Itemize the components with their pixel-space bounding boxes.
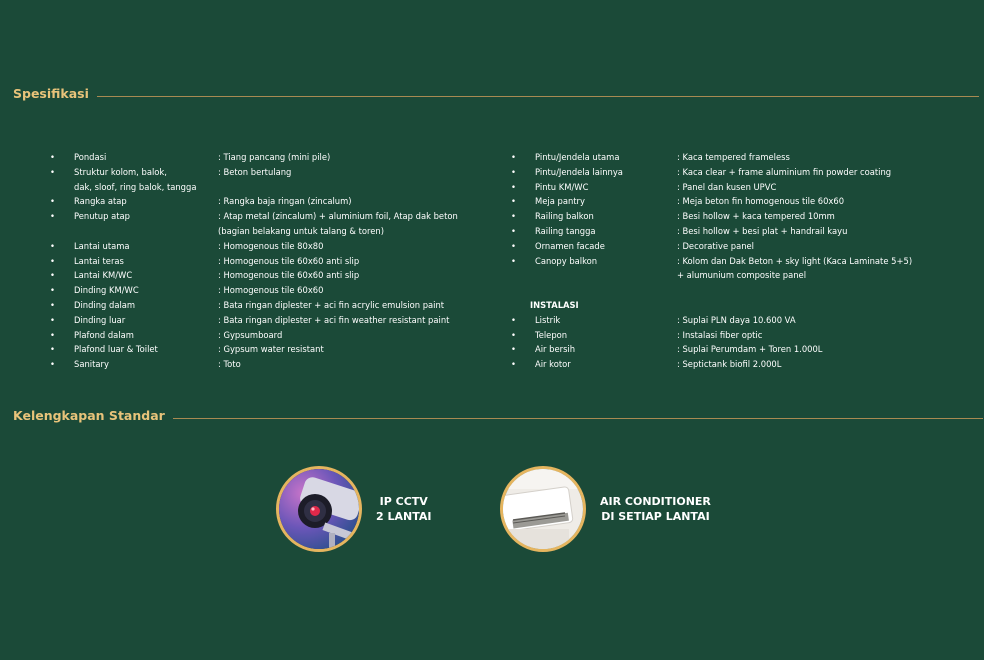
spec-value: : Gypsumboard: [218, 329, 283, 340]
spec-row: • Pondasi : Tiang pancang (mini pile): [50, 150, 458, 165]
spec-value: : Decorative panel: [677, 240, 755, 251]
spec-value: : Besi hollow + besi plat + handrail kayu: [677, 225, 848, 236]
spec-label: Listrik: [535, 314, 561, 325]
spec-row: • Dinding KM/WC : Homogenous tile 60x60: [50, 283, 458, 298]
spec-row: • Sanitary : Toto: [50, 357, 458, 372]
spec-value: : Homogenous tile 60x60 anti slip: [218, 270, 360, 281]
spesifikasi-header: [13, 86, 979, 101]
spec-value: : Bata ringan diplester + aci fin weather resistant paint: [218, 314, 450, 325]
spec-label: Plafond dalam: [74, 329, 134, 340]
spec-label: Pondasi: [74, 152, 107, 162]
spec-row: • Plafond dalam : Gypsumboard: [50, 328, 458, 343]
spec-row: • Air kotor : Septictank biofil 2.000L: [511, 357, 912, 372]
spec-value: : Suplai Perumdam + Toren 1.000L: [677, 344, 823, 355]
kelengkapan-title: Kelengkapan Standar: [13, 408, 165, 423]
spec-value: : Kaca clear + frame aluminium fin powder coating: [677, 166, 892, 177]
spec-value: : Homogenous tile 80x80: [218, 240, 324, 251]
spec-row: • Plafond luar & Toilet : Gypsum water resistant: [50, 342, 458, 357]
spec-label: Air kotor: [535, 359, 571, 370]
spec-label: Pintu/Jendela utama: [535, 152, 620, 162]
spec-row: • Canopy balkon : Kolom dan Dak Beton + sky light (Kaca Laminate 5+5) + alumunium composite panel: [511, 254, 912, 284]
kelengkapan-header: [13, 408, 983, 423]
spec-row: • Railing balkon : Besi hollow + kaca tempered 10mm: [511, 209, 912, 224]
spec-value: : Septictank biofil 2.000L: [677, 359, 782, 370]
spec-value: : Homogenous tile 60x60 anti slip: [218, 255, 360, 266]
spec-label: Railing balkon: [535, 211, 594, 222]
spec-list-right: [511, 150, 912, 372]
spec-label: Pintu/Jendela lainnya: [535, 166, 623, 177]
spec-label: Dinding KM/WC: [74, 285, 139, 296]
spec-row: • Rangka atap : Rangka baja ringan (zincalum): [50, 194, 458, 209]
spec-value: : Suplai PLN daya 10.600 VA: [677, 314, 796, 325]
spec-row: • Pintu/Jendela utama : Kaca tempered frameless: [511, 150, 912, 165]
spec-label: Pintu KM/WC: [535, 181, 589, 192]
spec-row: • Pintu/Jendela lainnya : Kaca clear + frame aluminium fin powder coating: [511, 165, 912, 180]
spec-label: Meja pantry: [535, 196, 585, 207]
spec-row: • Struktur kolom, balok, dak, sloof, ring balok, tangga : Beton bertulang: [50, 165, 458, 195]
air-conditioner-icon: [500, 466, 586, 552]
spec-label: Lantai utama: [74, 240, 130, 251]
spec-row: • Air bersih : Suplai Perumdam + Toren 1.000L: [511, 342, 912, 357]
spec-row: • Penutup atap : Atap metal (zincalum) + aluminium foil, Atap dak beton (bagian belakang untuk talang & toren): [50, 209, 458, 239]
spec-label: Struktur kolom, balok, dak, sloof, ring balok, tangga: [74, 166, 197, 192]
spesifikasi-divider: [97, 96, 979, 97]
spec-row: • Meja pantry : Meja beton fin homogenous tile 60x60: [511, 194, 912, 209]
spesifikasi-title: Spesifikasi: [13, 86, 89, 101]
spec-row: • Telepon : Instalasi fiber optic: [511, 328, 912, 343]
kelengkapan-divider: [173, 418, 983, 419]
spec-value: : Besi hollow + kaca tempered 10mm: [677, 211, 835, 222]
feature-ac-label: AIR CONDITIONER DI SETIAP LANTAI: [600, 494, 711, 523]
spec-label: Penutup atap: [74, 211, 130, 222]
spec-row: • Listrik : Suplai PLN daya 10.600 VA: [511, 313, 912, 328]
spec-label: Ornamen facade: [535, 240, 605, 251]
spec-row: • Lantai teras : Homogenous tile 60x60 anti slip: [50, 254, 458, 269]
spec-row: • Dinding luar : Bata ringan diplester + aci fin weather resistant paint: [50, 313, 458, 328]
spec-label: Dinding luar: [74, 314, 126, 325]
spec-label: Lantai KM/WC: [74, 270, 133, 281]
feature-cctv-label: IP CCTV 2 LANTAI: [376, 494, 432, 523]
spec-label: Rangka atap: [74, 196, 127, 207]
spec-value: : Gypsum water resistant: [218, 344, 324, 355]
spec-value: : Homogenous tile 60x60: [218, 285, 324, 296]
spec-value: : Toto: [218, 359, 241, 370]
cctv-camera-icon: [276, 466, 362, 552]
spec-value: : Kaca tempered frameless: [677, 152, 790, 162]
spec-label: Dinding dalam: [74, 299, 136, 310]
spec-label: Sanitary: [74, 359, 109, 370]
spec-row: • Ornamen facade : Decorative panel: [511, 239, 912, 254]
spec-label: Plafond luar & Toilet: [74, 344, 158, 355]
feature-ac: [500, 466, 711, 552]
spec-value: : Instalasi fiber optic: [677, 329, 763, 340]
spec-value: : Tiang pancang (mini pile): [218, 152, 331, 162]
spec-label: Telepon: [535, 329, 568, 340]
spec-label: Lantai teras: [74, 255, 124, 266]
spec-row: • Pintu KM/WC : Panel dan kusen UPVC: [511, 180, 912, 195]
spec-row: • Dinding dalam : Bata ringan diplester + aci fin acrylic emulsion paint: [50, 298, 458, 313]
feature-cctv: [276, 466, 431, 552]
spec-row: • Lantai KM/WC : Homogenous tile 60x60 anti slip: [50, 268, 458, 283]
spec-list-left: [50, 150, 458, 372]
spec-value: : Bata ringan diplester + aci fin acrylic emulsion paint: [218, 299, 445, 310]
spec-label: Railing tangga: [535, 225, 596, 236]
spec-value: : Atap metal (zincalum) + aluminium foil, Atap dak beton (bagian belakang untuk talang & toren): [218, 211, 458, 236]
spec-value: : Beton bertulang: [218, 166, 292, 177]
spec-value: : Rangka baja ringan (zincalum): [218, 196, 352, 207]
spec-row: • Railing tangga : Besi hollow + besi plat + handrail kayu: [511, 224, 912, 239]
spec-value: : Meja beton fin homogenous tile 60x60: [677, 196, 845, 207]
spec-value: : Kolom dan Dak Beton + sky light (Kaca Laminate 5+5) + alumunium composite panel: [677, 255, 913, 281]
spec-row: • Lantai utama : Homogenous tile 80x80: [50, 239, 458, 254]
instalasi-heading: INSTALASI: [530, 299, 579, 310]
spec-value: : Panel dan kusen UPVC: [677, 181, 777, 192]
spec-label: Canopy balkon: [535, 255, 598, 266]
spec-label: Air bersih: [535, 344, 576, 355]
